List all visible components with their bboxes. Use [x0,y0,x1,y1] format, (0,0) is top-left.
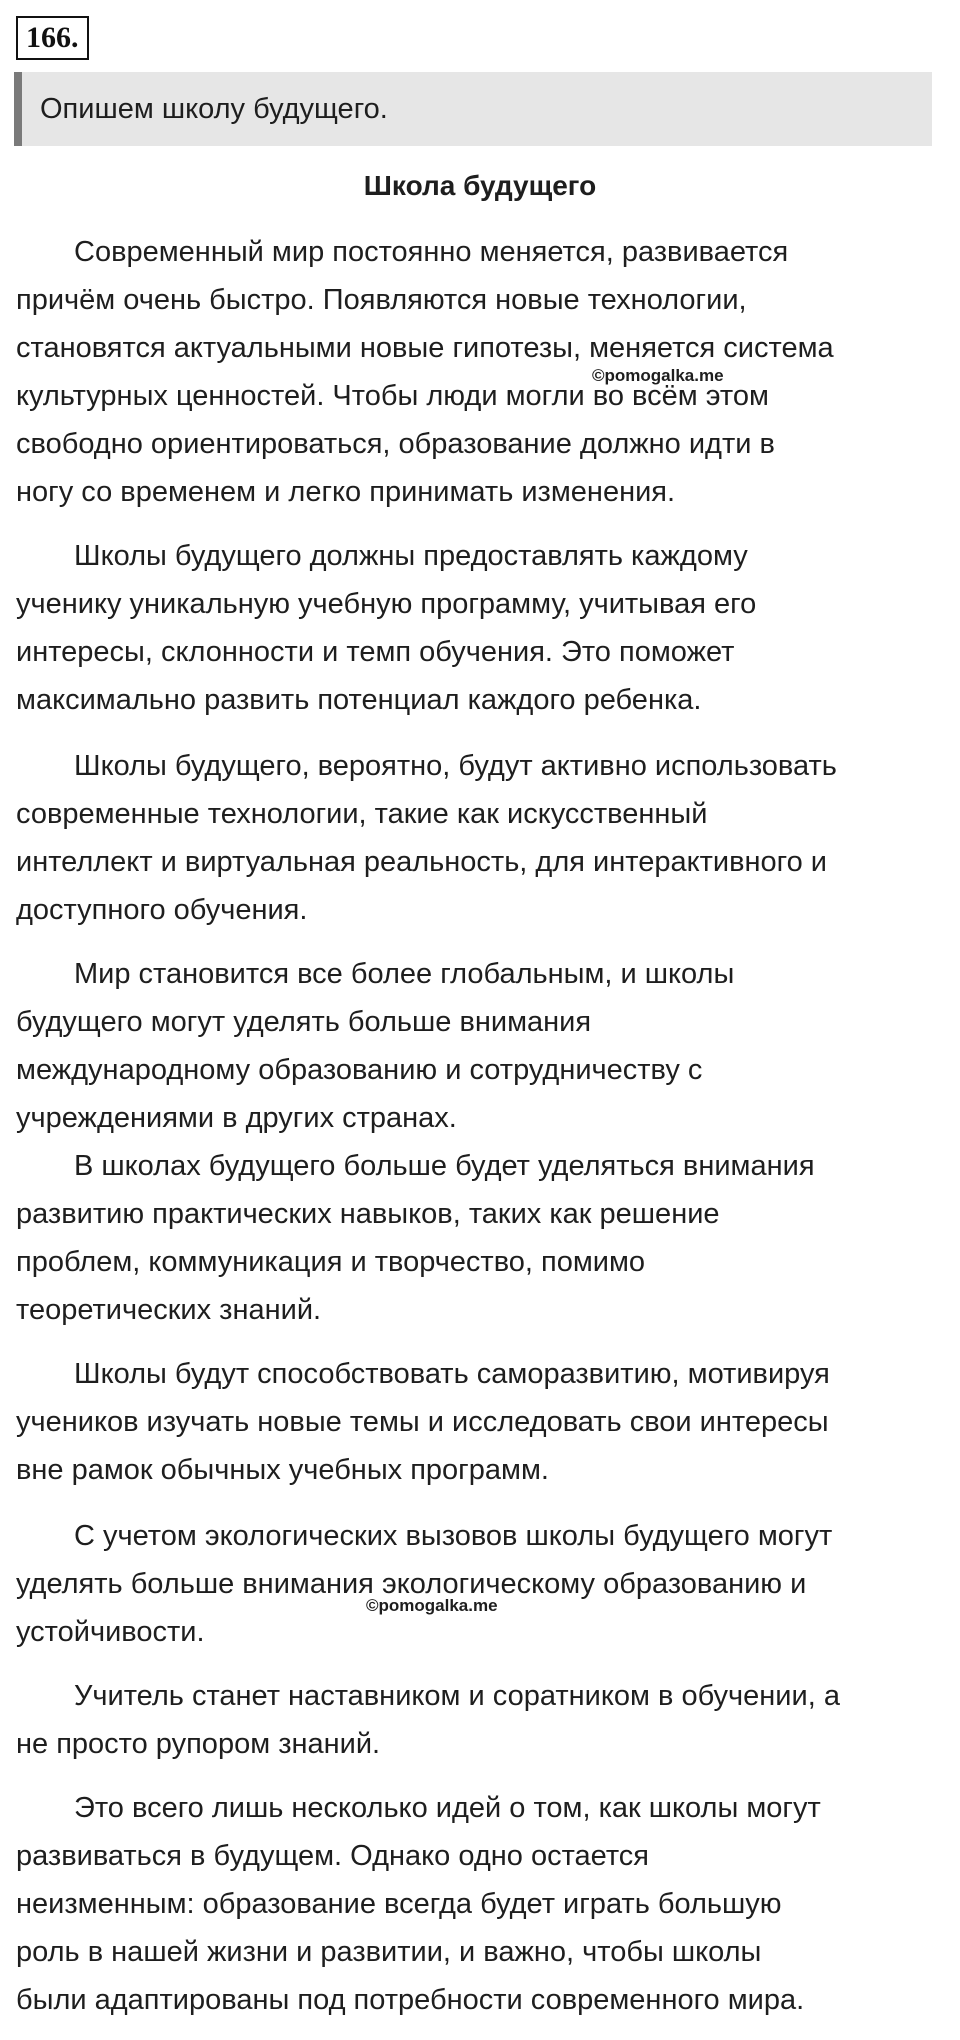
paragraph-line: развитию практических навыков, таких как решение [16,1198,720,1230]
paragraph-line: ногу со временем и легко принимать изменения. [16,476,676,508]
paragraph-line: максимально развить потенциал каждого ребенка. [16,684,702,716]
essay-title: Школа будущего [363,170,597,201]
paragraph [16,950,946,1142]
paragraph-line: развиваться в будущем. Однако одно остается [16,1840,650,1872]
paragraph-line: вне рамок обычных учебных программ. [16,1454,549,1486]
watermark: ©pomogalka.me [366,1596,498,1615]
paragraph-line: интересы, склонности и темп обучения. Это поможет [16,636,735,668]
paragraph-line: интеллект и виртуальная реальность, для интерактивного и [16,846,827,878]
paragraph-line: учреждениями в других странах. [16,1102,457,1134]
paragraph [16,1350,946,1494]
watermark: ©pomogalka.me [592,366,724,385]
task-number: 166. [16,16,89,60]
paragraph [16,1784,946,2024]
paragraph-line: причём очень быстро. Появляются новые технологии, [16,284,747,316]
paragraph [16,742,946,934]
paragraph-line: Мир становится все более глобальным, и школы [74,958,735,990]
paragraph [16,1512,946,1656]
paragraph-line: культурных ценностей. Чтобы люди могли во всём этом [16,380,769,412]
paragraph [16,228,946,516]
paragraph-line: международному образованию и сотрудничеству с [16,1054,703,1086]
paragraph-line: Современный мир постоянно меняется, развивается [74,236,789,268]
paragraph-line: устойчивости. [16,1616,205,1648]
paragraph-line: будущего могут уделять больше внимания [16,1006,592,1038]
paragraph-line: были адаптированы под потребности современного мира. [16,1984,805,2016]
paragraph-line: неизменным: образование всегда будет играть большую [16,1888,782,1920]
paragraph-line: Школы будущего, вероятно, будут активно использовать [74,750,837,782]
paragraph-line: становятся актуальными новые гипотезы, меняется система [16,332,834,364]
paragraph-line: не просто рупором знаний. [16,1728,381,1760]
paragraph-line: ученику уникальную учебную программу, учитывая его [16,588,757,620]
paragraph [16,532,946,724]
paragraph-line: Это всего лишь несколько идей о том, как школы могут [74,1792,821,1824]
paragraph-line: проблем, коммуникация и творчество, помимо [16,1246,646,1278]
paragraph-line: Школы будущего должны предоставлять каждому [74,540,748,572]
paragraph-line: учеников изучать новые темы и исследовать свои интересы [16,1406,829,1438]
paragraph-line: роль в нашей жизни и развитии, и важно, чтобы школы [16,1936,762,1968]
paragraph [16,1672,946,1768]
paragraph [16,1142,946,1334]
paragraph-line: современные технологии, такие как искусственный [16,798,708,830]
paragraph-line: С учетом экологических вызовов школы будущего могут [74,1520,833,1552]
paragraph-line: теоретических знаний. [16,1294,322,1326]
paragraph-line: уделять больше внимания экологическому образованию и [16,1568,807,1600]
paragraph-line: Школы будут способствовать саморазвитию, мотивируя [74,1358,830,1390]
paragraph-line: Учитель станет наставником и соратником в обучении, а [74,1680,840,1712]
paragraph-line: В школах будущего больше будет уделяться внимания [74,1150,815,1182]
paragraph-line: свободно ориентироваться, образование должно идти в [16,428,775,460]
task-prompt: Опишем школу будущего. [14,72,932,146]
paragraph-line: доступного обучения. [16,894,308,926]
